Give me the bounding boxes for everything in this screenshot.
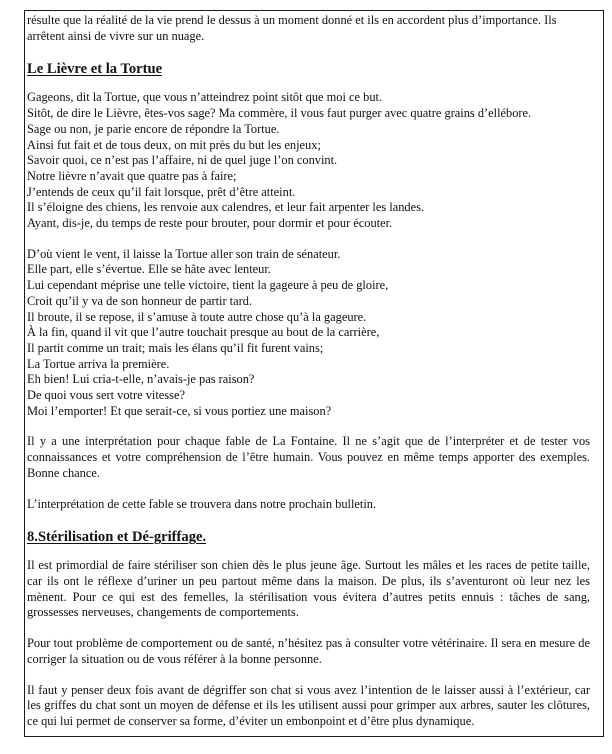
verse-line: De quoi vous sert votre vitesse? [27, 388, 185, 403]
verse-line: Moi l’emporter! Et que serait-ce, si vous portiez une maison? [27, 403, 332, 418]
fable-title: Le Lièvre et la Tortue [27, 61, 163, 78]
verse-line: D’où vient le vent, il laisse la Tortue aller son train de sénateur. [27, 246, 341, 261]
verse-line: Sitôt, de dire le Lièvre, êtes-vos sage? Ma commère, il vous faut purger avec quatre grains d’ellébore. [27, 106, 532, 121]
verse-line: Elle part, elle s’évertue. Elle se hâte avec lenteur. [27, 262, 271, 277]
verse-line: Eh bien! Lui cria-t-elle, n’avais-je pas raison? [27, 372, 255, 387]
section-8-title: 8.Stérilisation et Dé-griffage. [27, 529, 207, 546]
verse-line: J’entends de ceux qu’il fait lorsque, prêt d’être atteint. [27, 184, 296, 199]
fable-interpretation: Il y a une interprétation pour chaque fable de La Fontaine. Il ne s’agit que de l’interpréter et de tester vos connaissances et votre compréhension de l’être humain. Vous pouvez en même temps apporter des exemples. Bonne chance. [27, 434, 590, 480]
verse-line: Il partit comme un trait; mais les élans qu’il fit furent vains; [27, 340, 324, 355]
intro-line-2: arrêtent ainsi de vivre sur un nuage. [27, 28, 205, 43]
verse-line: Lui cependant méprise une telle victoire, tient la gageure à peu de gloire, [27, 278, 389, 293]
veterinarian-paragraph: Pour tout problème de comportement ou de santé, n’hésitez pas à consulter votre vétérinaire. Il sera en mesure de corriger la situation ou de vous référer à la bonne personne. [27, 636, 590, 666]
verse-line: Croit qu’il y va de son honneur de partir tard. [27, 293, 253, 308]
verse-line: Il s’éloigne des chiens, les renvoie aux calendres, et leur fait arpenter les landes. [27, 200, 425, 215]
fable-note: L’interprétation de cette fable se trouvera dans notre prochain bulletin. [27, 496, 377, 511]
verse-line: La Tortue arriva la première. [27, 356, 170, 371]
sterilisation-paragraph: Il est primordial de faire stériliser son chien dès le plus jeune âge. Surtout les mâles et les races de petite taille, car ils ont le réflexe d’uriner un peu partout même dans la maison. De plus, ils s’aventuront où leur nez les mènent. Pour ce qui est des femelles, la stérilisation vous évitera d’autres petits ennuis : tâches de sang, grossesses nerveuses, changements de comportements. [27, 558, 590, 620]
verse-line: Gageons, dit la Tortue, que vous n’atteindrez point sitôt que moi ce but. [27, 90, 383, 105]
intro-line-1: résulte que la réalité de la vie prend le dessus à un moment donné et ils en accordent plus d’importance. Ils [27, 13, 557, 27]
verse-line: Ainsi fut fait et de tous deux, on mit près du but les enjeux; [27, 137, 321, 152]
fable-stanza-1 [27, 90, 590, 231]
verse-line: Ayant, dis-je, du temps de reste pour brouter, pour dormir et pour écouter. [27, 216, 393, 231]
fable-stanza-2 [27, 247, 590, 420]
verse-line: Notre lièvre n’avait que quatre pas à faire; [27, 168, 237, 183]
verse-line: Sage ou non, je parie encore de répondre la Tortue. [27, 121, 280, 136]
verse-line: Savoir quoi, ce n’est pas l’affaire, ni de quel juge l’on convint. [27, 153, 338, 168]
document-content [27, 13, 590, 730]
declawing-paragraph: Il faut y penser deux fois avant de dégriffer son chat si vous avez l’intention de le laisser aussi à l’extérieur, car les griffes du chat sont un moyen de défense et ils les utilisent aussi pour grimper aux arbres, sauter les clôtures, ce qui lui permet de conserver sa forme, d’éviter un embonpoint et d’être plus dynamique. [27, 682, 590, 728]
verse-line: À la fin, quand il vit que l’autre touchait presque au bout de la carrière, [27, 325, 380, 340]
verse-line: Il broute, il se repose, il s’amuse à toute autre chose qu’à la gageure. [27, 309, 367, 324]
